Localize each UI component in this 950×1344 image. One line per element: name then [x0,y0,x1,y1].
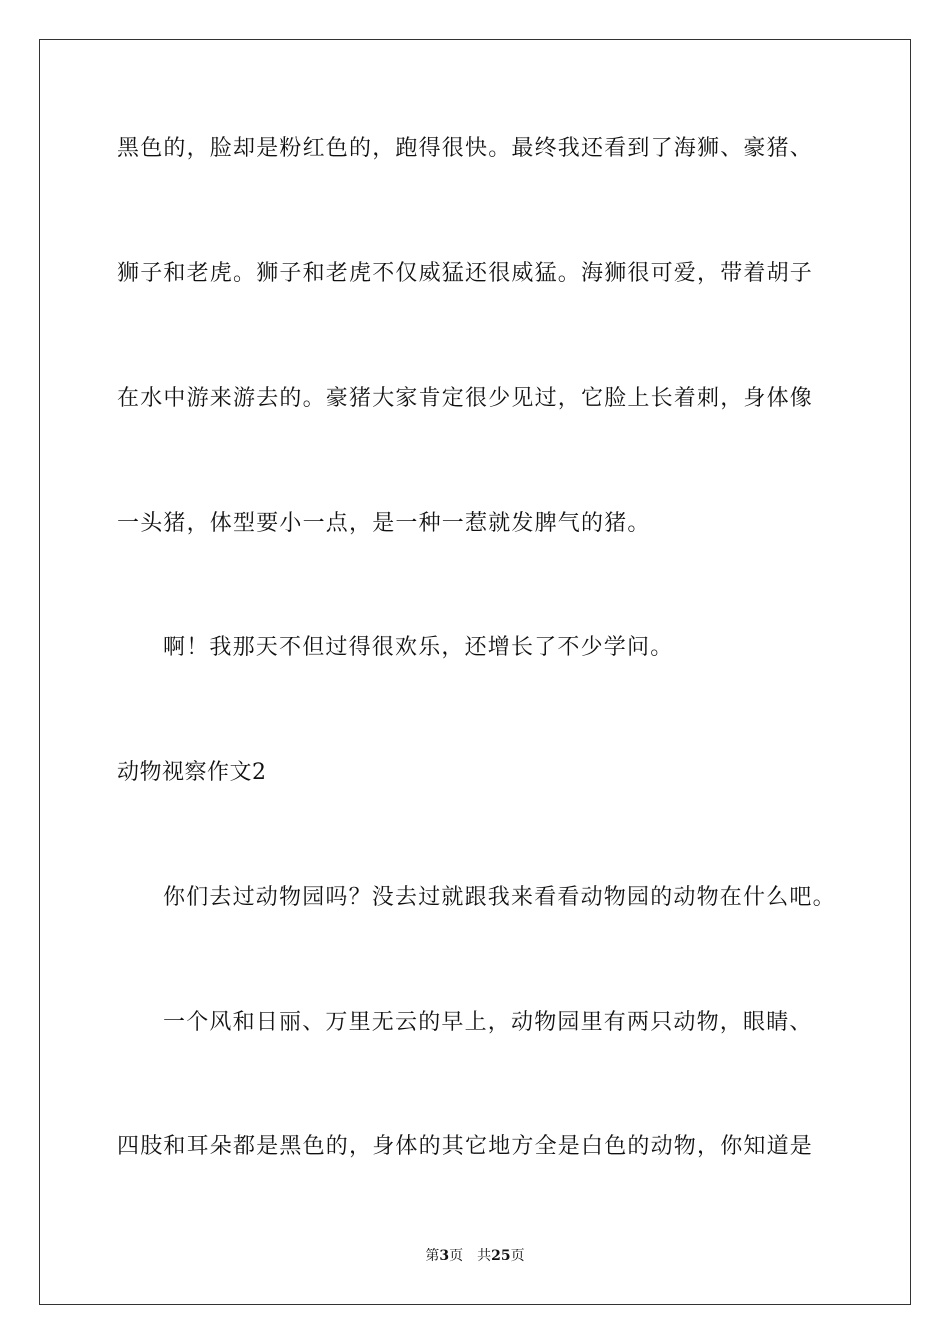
page-prefix: 第 [425,1248,440,1264]
page-suffix: 页 [449,1248,464,1264]
page-current: 3 [439,1248,450,1264]
section-heading: 动物视察作文2 [117,760,267,785]
total-prefix: 共 [477,1248,492,1264]
page-border [39,39,911,1305]
body-paragraph-conclusion: 啊！我那天不但过得很欢乐，还增长了不少学问。 [163,635,674,660]
body-paragraph-start: 一个风和日丽、万里无云的早上，动物园里有两只动物，眼睛、 [163,1010,813,1035]
page-footer [0,1246,950,1266]
body-line-4: 一头猪，体型要小一点，是一种一惹就发脾气的猪。 [117,511,651,536]
page-total: 25 [491,1248,511,1264]
body-line-1: 黑色的，脸却是粉红色的，跑得很快。最终我还看到了海狮、豪猪、 [117,136,814,161]
body-line-2: 狮子和老虎。狮子和老虎不仅威猛还很威猛。海狮很可爱，带着胡子 [117,261,814,286]
body-line-3: 在水中游来游去的。豪猪大家肯定很少见过，它脸上长着刺，身体像 [117,386,814,411]
body-line-continuation: 四肢和耳朵都是黑色的，身体的其它地方全是白色的动物，你知道是 [117,1134,814,1159]
total-suffix: 页 [510,1248,525,1264]
body-paragraph-intro: 你们去过动物园吗？没去过就跟我来看看动物园的动物在什么吧。 [163,885,836,910]
